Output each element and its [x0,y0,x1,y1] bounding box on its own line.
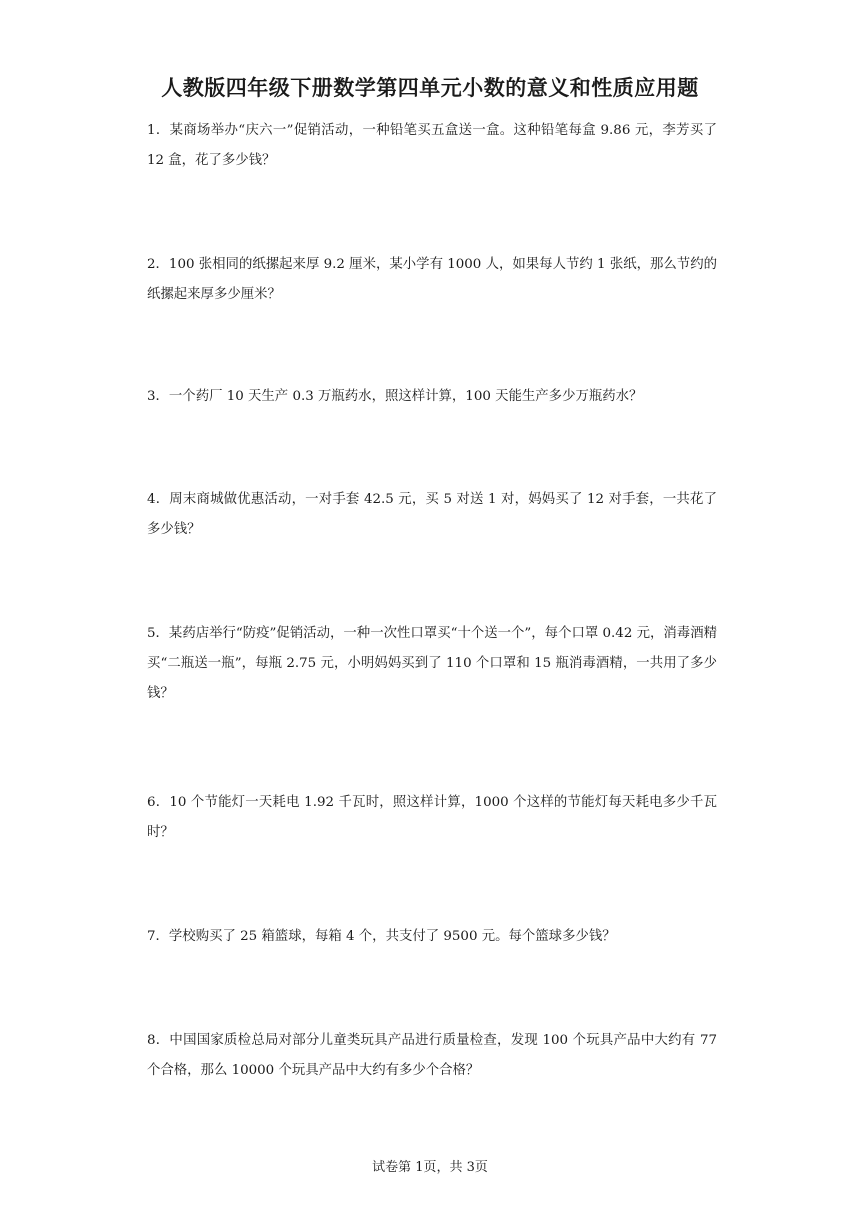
question-7: 7．学校购买了 25 箱篮球，每箱 4 个，共支付了 9500 元。每个篮球多少钱？ [147,929,616,944]
question-3: 3．一个药厂 10 天生产 0.3 万瓶药水，照这样计算，100 天能生产多少万瓶药水？ [147,389,643,404]
question-4: 4．周末商城做优惠活动，一对手套 42.5 元，买 5 对送 1 对，妈妈买了 12 对手套，一共花了多少钱？ [147,492,717,537]
page-title: 人教版四年级下册数学第四单元小数的意义和性质应用题 [161,76,699,100]
question-6: 6．10 个节能灯一天耗电 1.92 千瓦时，照这样计算，1000 个这样的节能灯每天耗电多少千瓦时？ [147,795,717,840]
question-5: 5．某药店举行“防疫”促销活动，一种一次性口罩买“十个送一个”，每个口罩 0.42 元，消毒酒精买“二瓶送一瓶”，每瓶 2.75 元，小明妈妈买到了 110 个口罩和 15 瓶消毒酒精，一共用了多少钱？ [147,626,717,701]
page-footer: 试卷第 1页，共 3页 [372,1160,488,1175]
question-2: 2．100 张相同的纸摞起来厚 9.2 厘米，某小学有 1000 人，如果每人节约 1 张纸，那么节约的纸摞起来厚多少厘米？ [147,257,717,302]
question-8: 8．中国国家质检总局对部分儿童类玩具产品进行质量检查，发现 100 个玩具产品中大约有 77 个合格，那么 10000 个玩具产品中大约有多少个合格？ [147,1033,717,1078]
question-1: 1．某商场举办“庆六一”促销活动，一种铅笔买五盒送一盒。这种铅笔每盒 9.86 元，李芳买了 12 盒，花了多少钱？ [147,123,717,168]
